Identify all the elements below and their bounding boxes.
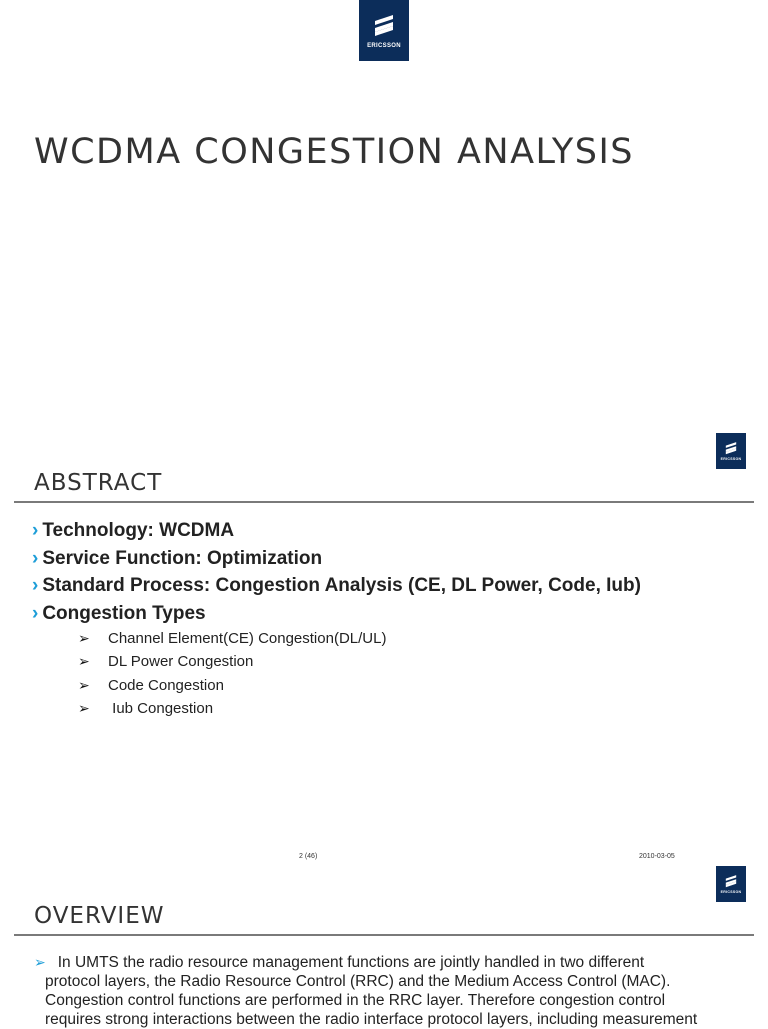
- bullet-item: › Technology: WCDMA: [32, 520, 235, 541]
- title-divider: [14, 934, 754, 936]
- sub-bullet-item: ➢ Channel Element(CE) Congestion(DL/UL): [78, 630, 387, 647]
- sub-bullet-item: ➢ DL Power Congestion: [78, 653, 254, 671]
- arrowhead-icon: ➢: [78, 653, 90, 670]
- logo-wordmark: ERICSSON: [367, 42, 401, 49]
- ericsson-mark-icon: [725, 441, 737, 456]
- ericsson-logo-small: [716, 866, 746, 902]
- abstract-title: ABSTRACT: [34, 470, 163, 496]
- overview-paragraph: [34, 953, 734, 1029]
- chevron-right-icon: ›: [32, 603, 39, 625]
- chevron-right-icon: ›: [32, 547, 39, 569]
- arrowhead-icon: ➢: [78, 676, 90, 693]
- paragraph-line: requires strong interactions between the radio interface protocol layers, including measurement: [45, 1011, 698, 1028]
- arrowhead-icon: ➢: [78, 699, 90, 716]
- chevron-right-icon: ›: [32, 575, 39, 597]
- paragraph-line: Congestion control functions are performed in the RRC layer. Therefore congestion control: [45, 992, 666, 1009]
- paragraph-line: protocol layers, the Radio Resource Control (RRC) and the Medium Access Control (MAC).: [45, 973, 671, 990]
- ericsson-logo: [359, 0, 409, 61]
- logo-wordmark: ERICSSON: [720, 456, 742, 461]
- slide-date: 2010-03-05: [639, 853, 675, 860]
- deck-title: WCDMA CONGESTION ANALYSIS: [34, 132, 634, 172]
- page-number: 2 (46): [299, 853, 318, 860]
- title-slide: [0, 0, 768, 430]
- chevron-right-icon: ›: [32, 520, 39, 541]
- ericsson-logo-small: [716, 433, 746, 469]
- arrowhead-icon: ➢: [34, 954, 46, 970]
- arrowhead-icon: ➢: [78, 630, 90, 646]
- title-divider: [14, 501, 754, 503]
- bullet-item: › Standard Process: Congestion Analysis (CE, DL Power, Code, Iub): [32, 575, 641, 597]
- paragraph-line: ➢ In UMTS the radio resource management functions are jointly handled in two different: [34, 954, 645, 971]
- bullet-item: › Service Function: Optimization: [32, 547, 323, 569]
- ericsson-mark-icon: [374, 13, 394, 39]
- ericsson-mark-icon: [725, 874, 737, 889]
- logo-wordmark: ERICSSON: [720, 889, 742, 894]
- congestion-types-list: [78, 628, 386, 721]
- overview-title: OVERVIEW: [34, 903, 165, 929]
- sub-bullet-item: ➢ Iub Congestion: [78, 699, 214, 717]
- bullet-item: › Congestion Types: [32, 603, 206, 625]
- sub-bullet-item: ➢ Code Congestion: [78, 676, 224, 694]
- abstract-bullet-list: [32, 519, 641, 630]
